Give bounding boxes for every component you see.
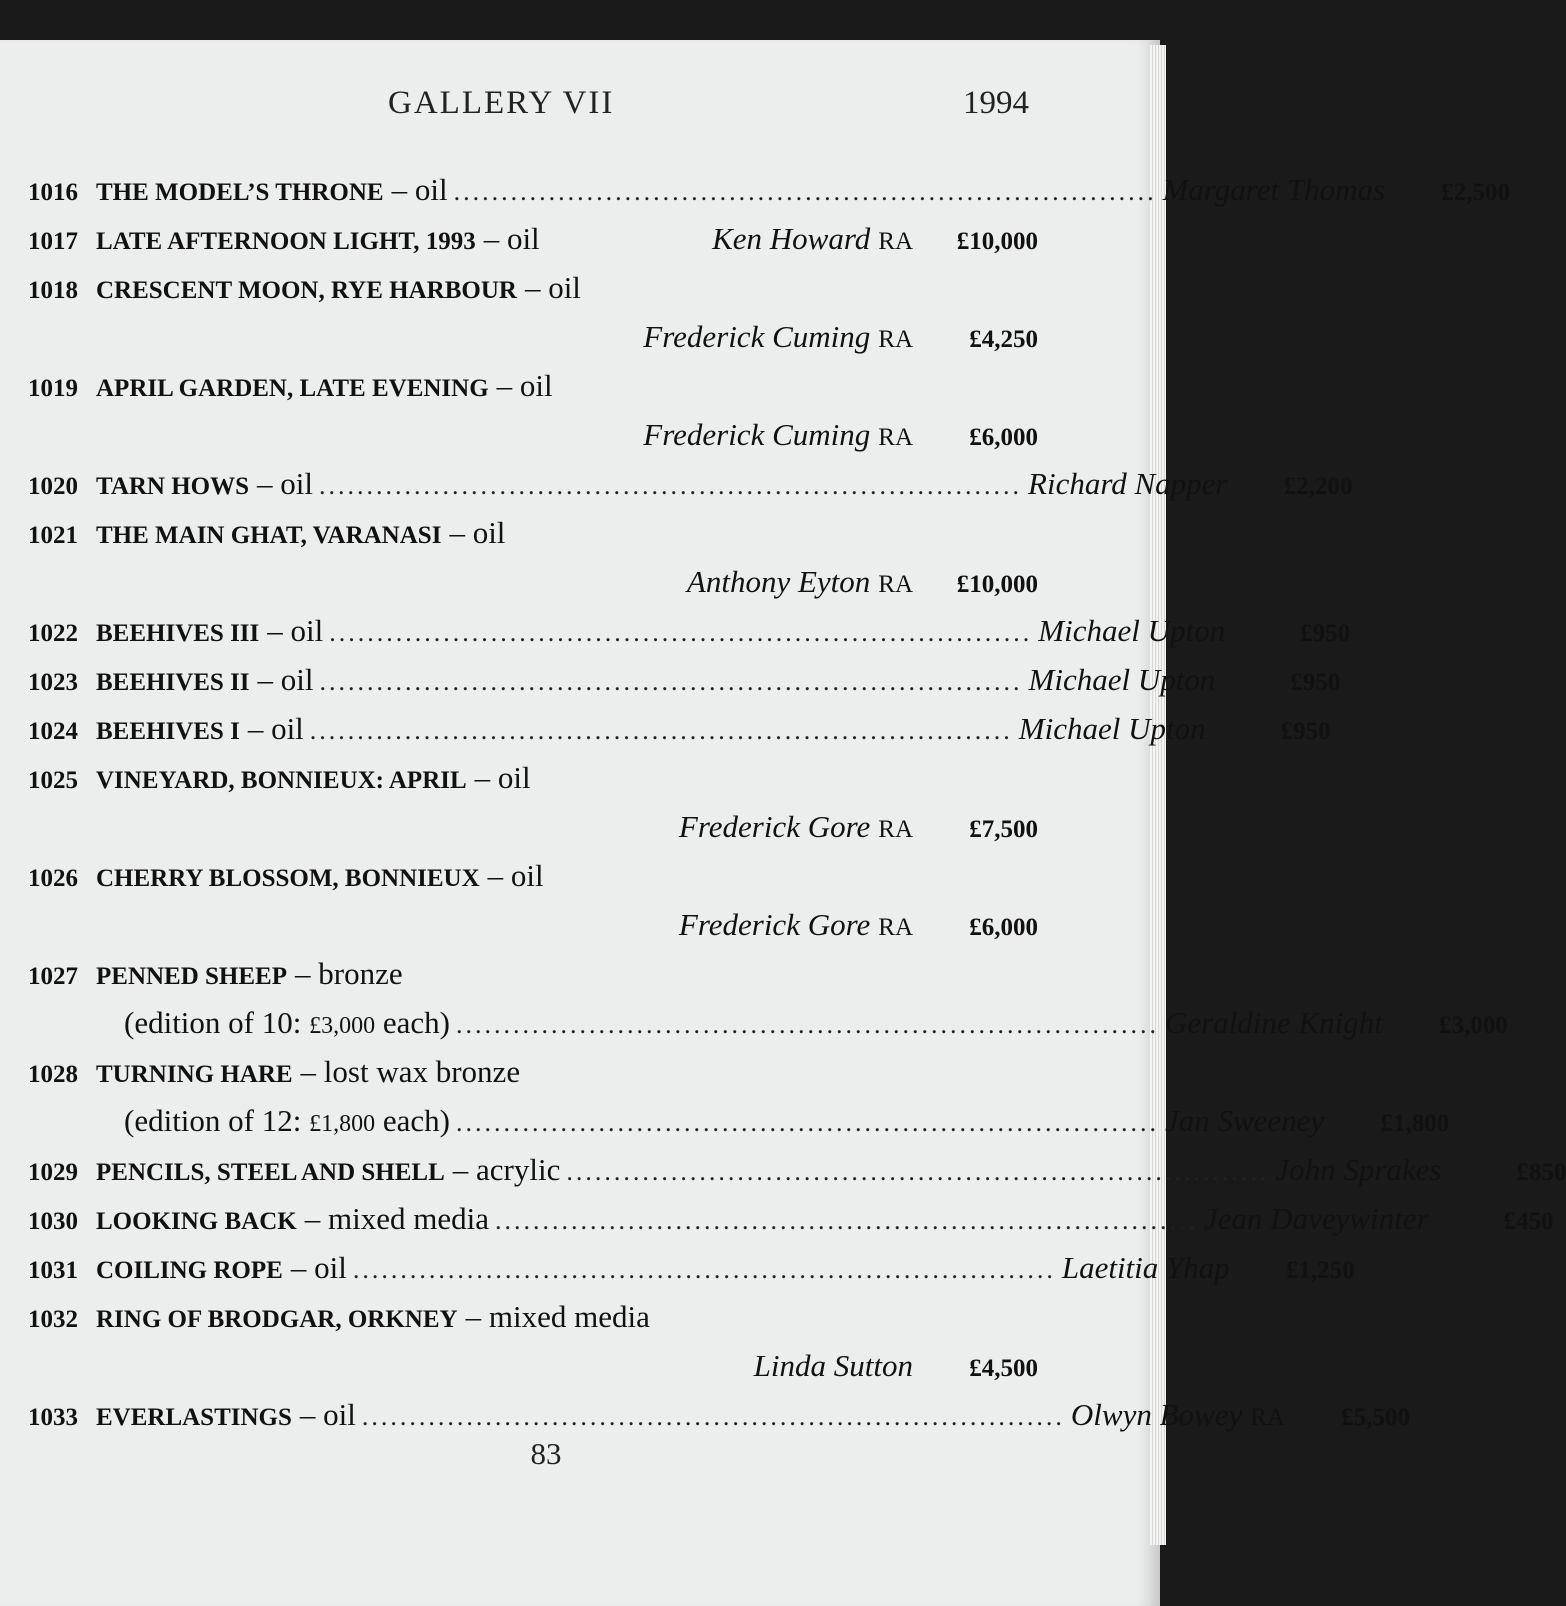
leader-dots: .......................................................................... [352,1255,1056,1284]
entry-artist: Frederick Cuming [643,417,871,452]
leader-dots: .......................................................................... [319,471,1023,500]
entry-price: £10,000 [956,228,1038,255]
entry-number: 1024 [28,718,78,745]
entry-number: 1027 [28,963,78,990]
entry-price: £7,500 [969,816,1038,843]
page-number: 83 [530,1436,562,1471]
ra-label: RA [878,228,913,255]
entry-1016 [28,172,1511,221]
entry-number: 1022 [28,620,78,647]
entry-number: 1018 [28,277,78,304]
entry-number: 1025 [28,767,78,794]
entry-title: EVERLASTINGS [96,1404,292,1431]
header-year: 1994 [963,85,1029,121]
entry-price: £850 [1516,1159,1566,1186]
entry-title: TURNING HARE [96,1061,293,1088]
entry-1030 [28,1201,1554,1250]
entry-artist: Linda Sutton [753,1348,913,1383]
entry-title: BEEHIVES III [96,620,260,647]
entry-number: 1026 [28,865,78,892]
entry-title: THE MAIN GHAT, VARANASI [96,522,442,549]
entry-medium: – bronze [295,956,403,991]
entry-medium: – oil [449,515,506,550]
entry-title: CHERRY BLOSSOM, BONNIEUX [96,865,480,892]
edition-suffix: each) [375,1005,450,1040]
entry-title: COILING ROPE [96,1257,283,1284]
entry-medium: – oil [474,760,531,795]
entry-medium: – oil [496,368,553,403]
edition-amount: £1,800 [309,1111,376,1137]
entry-1026 [28,858,1038,956]
entry-number: 1032 [28,1306,78,1333]
leader-dots: .......................................................................... [453,177,1157,206]
entry-1021 [28,515,1038,613]
edition-prefix: (edition of 10: [124,1005,310,1040]
entry-price: £2,200 [1283,473,1353,500]
page-edge [1150,45,1166,1545]
edition-suffix: each) [375,1103,450,1138]
entry-artist: Laetitia Yhap [1061,1250,1230,1285]
entry-title: TARN HOWS [96,473,250,500]
leader-dots: .......................................................................... [566,1157,1270,1186]
page-header [0,85,1160,135]
entry-number: 1033 [28,1404,78,1431]
entry-number: 1023 [28,669,78,696]
edition-amount: £3,000 [309,1013,376,1039]
ra-label: RA [878,326,913,353]
entry-1027 [28,956,1508,1054]
entry-medium: – oil [483,221,540,256]
entry-price: £450 [1503,1208,1554,1235]
entry-medium: – oil [391,172,448,207]
entry-title: LOOKING BACK [96,1208,297,1235]
entry-number: 1016 [28,179,78,206]
entry-medium: – oil [299,1397,356,1432]
entry-title: BEEHIVES II [96,669,250,696]
entry-1029 [28,1152,1566,1201]
leader-dots: .......................................................................... [319,667,1023,696]
entry-1020 [28,466,1353,515]
entry-1031 [28,1250,1355,1299]
entry-1017 [28,221,1038,270]
entry-artist: Michael Upton [1038,613,1226,648]
entry-title: LATE AFTERNOON LIGHT, 1993 [96,228,476,255]
entry-artist: John Sprakes [1275,1152,1442,1187]
entry-medium: – mixed media [304,1201,489,1236]
entry-1023 [28,662,1341,711]
leader-dots: .......................................................................... [455,1010,1159,1039]
entry-1018 [28,270,1038,368]
entry-price: £3,000 [1439,1012,1508,1039]
catalogue-entries [28,172,1566,1446]
entry-artist: Anthony Eyton [686,564,871,599]
entry-artist: Michael Upton [1028,662,1216,697]
entry-number: 1019 [28,375,78,402]
ra-label: RA [1250,1404,1285,1431]
entry-price: £950 [1290,669,1341,696]
ra-label: RA [878,816,913,843]
entry-medium: – oil [524,270,581,305]
entry-number: 1029 [28,1159,78,1186]
entry-1022 [28,613,1351,662]
entry-artist: Frederick Gore [678,907,871,942]
entry-1025 [28,760,1038,858]
entry-price: £2,500 [1441,179,1511,206]
entry-artist: Richard Napper [1028,466,1228,501]
entry-1019 [28,368,1038,466]
entry-price: £6,000 [969,914,1038,941]
entry-title: CRESCENT MOON, RYE HARBOUR [96,277,517,304]
entry-medium: – acrylic [452,1152,561,1187]
gallery-title: GALLERY VII [388,85,615,121]
leader-dots: .......................................................................... [361,1402,1065,1431]
entry-title: RING OF BRODGAR, ORKNEY [96,1306,458,1333]
entry-title: PENCILS, STEEL AND SHELL [96,1159,445,1186]
entry-1032 [28,1299,1038,1397]
leader-dots: .......................................................................... [329,618,1033,647]
entry-title: THE MODEL’S THRONE [96,179,384,206]
entry-artist: Margaret Thomas [1162,172,1386,207]
ra-label: RA [878,424,913,451]
entry-1024 [28,711,1331,760]
entry-1028 [28,1054,1450,1152]
ra-label: RA [878,571,913,598]
entry-medium: – oil [487,858,544,893]
entry-price: £10,000 [956,571,1038,598]
entry-medium: – oil [257,466,314,501]
entry-artist: Jan Sweeney [1164,1103,1325,1138]
entry-price: £1,800 [1380,1110,1450,1137]
entry-number: 1030 [28,1208,78,1235]
entry-number: 1020 [28,473,78,500]
entry-price: £1,250 [1286,1257,1355,1284]
entry-artist: Ken Howard [712,221,871,256]
entry-title: VINEYARD, BONNIEUX: APRIL [96,767,467,794]
entry-medium: – oil [257,662,314,697]
entry-number: 1017 [28,228,78,255]
entry-medium: – oil [290,1250,347,1285]
edition-prefix: (edition of 12: [124,1103,310,1138]
entry-number: 1031 [28,1257,78,1284]
entry-artist: Olwyn Bowey [1070,1397,1243,1432]
leader-dots: .......................................................................... [494,1206,1198,1235]
entry-medium: – oil [247,711,304,746]
entry-medium: – oil [267,613,324,648]
entry-title: APRIL GARDEN, LATE EVENING [96,375,489,402]
entry-price: £950 [1300,620,1351,647]
entry-medium: – lost wax bronze [300,1054,521,1089]
entry-price: £5,500 [1341,1404,1410,1431]
entry-title: PENNED SHEEP [96,963,288,990]
entry-artist: Jean Daveywinter [1203,1201,1429,1236]
entry-title: BEEHIVES I [96,718,240,745]
entry-medium: – mixed media [465,1299,650,1334]
ra-label: RA [878,914,913,941]
leader-dots: .......................................................................... [455,1108,1159,1137]
entry-price: £950 [1280,718,1331,745]
entry-number: 1021 [28,522,78,549]
entry-number: 1028 [28,1061,78,1088]
entry-artist: Frederick Gore [678,809,871,844]
entry-artist: Geraldine Knight [1164,1005,1383,1040]
entry-price: £4,500 [969,1355,1038,1382]
entry-artist: Frederick Cuming [643,319,871,354]
entry-price: £4,250 [969,326,1038,353]
entry-price: £6,000 [969,424,1038,451]
entry-artist: Michael Upton [1018,711,1206,746]
leader-dots: .......................................................................... [309,716,1013,745]
